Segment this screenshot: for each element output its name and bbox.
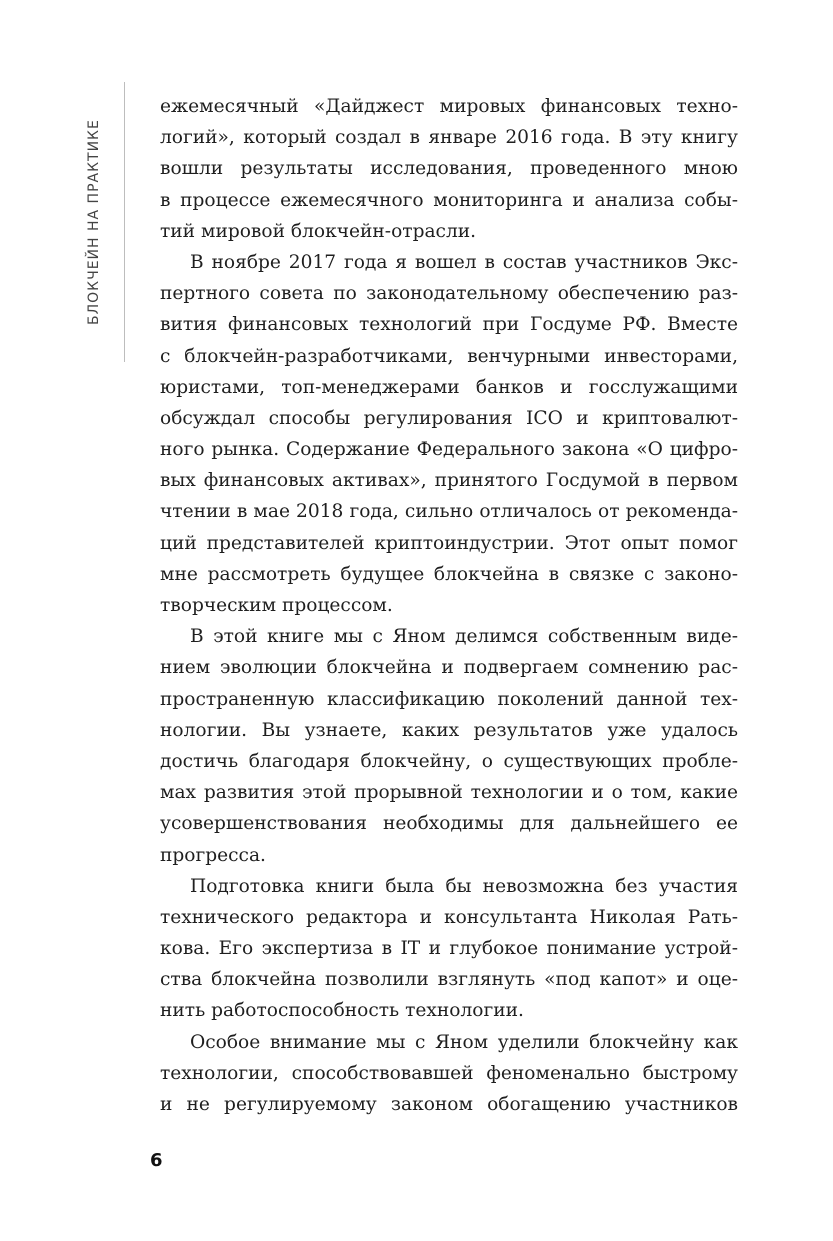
text-line: нить работоспособность технологии. [160,1000,524,1022]
text-line: обсуждал способы регулирования ICO и криптовалют- [160,407,738,429]
text-line: тий мировой блокчейн-отрасли. [160,220,477,242]
text-line: достичь благодаря блокчейну, о существующих пробле- [160,750,738,772]
text-line: кова. Его экспертиза в IT и глубокое понимание устрой- [160,938,738,960]
text-line: технического редактора и консультанта Николая Рать- [160,906,738,928]
text-line: ций представителей криптоиндустрии. Этот опыт помог [160,532,738,554]
text-line: мах развития этой прорывной технологии и о том, какие [160,782,738,804]
text-line: логий», который создал в январе 2016 года. В эту книгу [160,127,738,149]
text-line: ежемесячный «Дайджест мировых финансовых техно- [160,96,738,117]
text-line: усовершенствования необходимы для дальнейшего ее [160,813,738,835]
text-line: мне рассмотреть будущее блокчейна в связке с законо- [160,563,738,585]
text-line: нологии. Вы узнаете, каких результатов уже удалось [160,719,738,741]
text-line: В этой книге мы с Яном делимся собственным виде- [190,626,738,648]
text-line: с блокчейн-разработчиками, венчурными инвесторами, [160,345,738,367]
text-line: нием эволюции блокчейна и подвергаем сомнению рас- [160,657,738,679]
paragraph-3 [160,621,738,871]
text-line: вошли результаты исследования, проведенного мною [160,158,738,180]
body-text [160,91,738,1120]
paragraph-1 [160,91,738,247]
running-head: БЛОКЧЕЙН НА ПРАКТИКЕ [86,119,102,325]
text-line: пространенную классификацию поколений данной тех- [160,688,738,710]
text-line: прогресса. [160,844,266,866]
text-line: Особое внимание мы с Яном уделили блокчейну как [190,1031,738,1053]
text-line: в процессе ежемесячного мониторинга и анализа собы- [160,189,738,211]
text-line: творческим процессом. [160,595,393,616]
text-line: вития финансовых технологий при Госдуме РФ. Вместе [160,314,738,336]
text-line: ства блокчейна позволили взглянуть «под капот» и оце- [160,969,738,991]
paragraph-5 [160,1027,738,1121]
text-line: чтении в мае 2018 года, сильно отличалось от рекоменда- [160,501,738,523]
text-line: В ноябре 2017 года я вошел в состав участников Экс- [190,251,738,273]
paragraph-4 [160,871,738,1027]
page-number: 6 [150,1150,163,1171]
text-line: Подготовка книги была бы невозможна без участия [190,875,738,897]
text-line: ного рынка. Содержание Федерального закона «О цифро- [160,439,738,461]
text-line: юристами, топ-менеджерами банков и госслужащими [160,376,738,398]
text-line: и не регулируемому законом обогащению участников [160,1094,738,1115]
paragraph-2 [160,247,738,621]
text-line: вых финансовых активах», принятого Госдумой в первом [160,470,738,492]
running-head-rule [124,82,125,362]
text-line: технологии, способствовавшей феноменально быстрому [160,1062,738,1084]
text-line: пертного совета по законодательному обеспечению раз- [160,283,738,305]
